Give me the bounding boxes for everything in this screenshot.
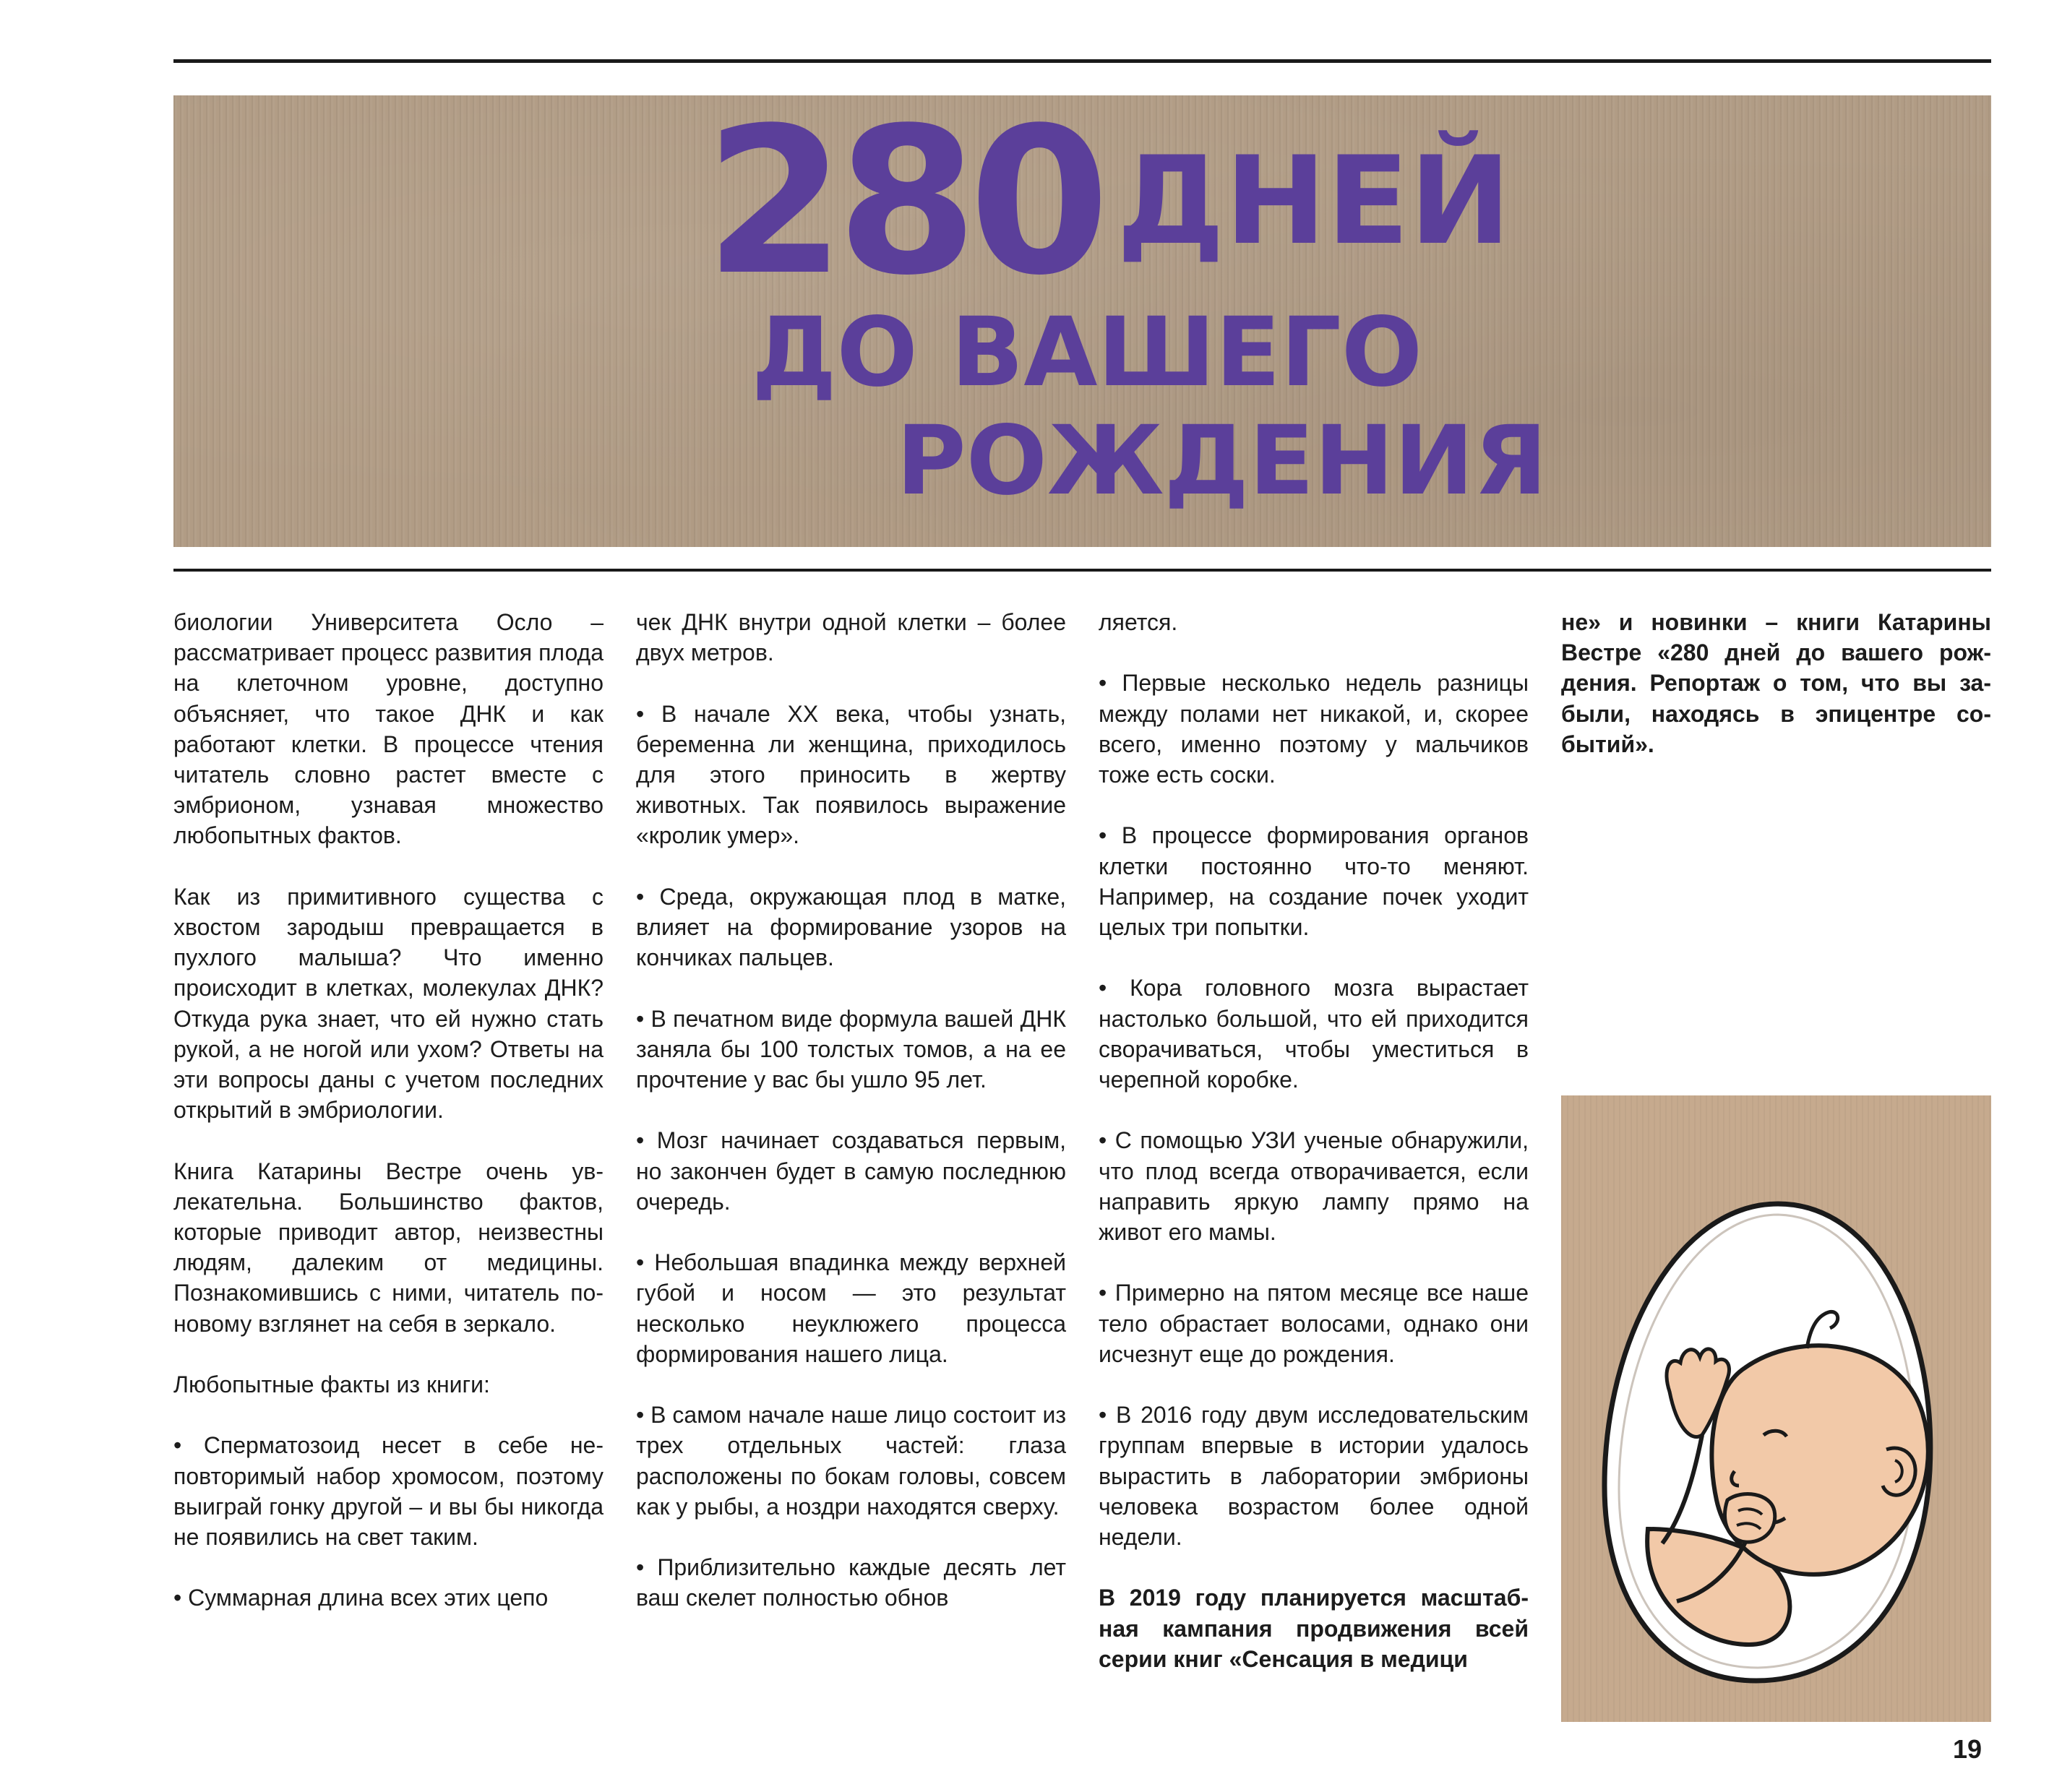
title-line-3: РОЖДЕНИЯ (896, 405, 1547, 517)
paragraph: Как из примитивного существа с хвостом зародыш превращается в пухлого малыша? Что именно происходит в клетках, молекулах ДНК? Откуда рука знает, что ей нужно стать рукой, а не ногой или ухом? Ответы на эти вопросы даны с учетом последних открытий в эмбриологии. (173, 883, 603, 1124)
text-column-4 (1561, 607, 1991, 759)
promo-paragraph-continued: не» и новинки – книги Катарины Вестре «280 дней до вашего рождения. Репортаж о том, что вы забыли, находясь в эпицентре событий». (1561, 609, 1991, 757)
fact-item: • Первые несколько недель разницы между полами нет никакой, и, скорее всего, именно поэтому у мальчиков тоже есть соски. (1099, 670, 1529, 788)
fact-item: • В самом начале наше лицо состоит из трех отдельных частей: глаза расположены по бокам головы, совсем как у рыбы, а ноздри находятся сверху. (636, 1402, 1066, 1520)
title-line-2: ДО ВАШЕГО (752, 297, 1423, 408)
title-word: ДНЕЙ (1117, 130, 1511, 272)
fact-item: • В печатном виде формула вашей ДНК заняла бы 100 толстых томов, а на ее прочтение у вас бы ушло 95 лет. (636, 1005, 1066, 1093)
promo-paragraph: В 2019 году планируется масштабная кампания продвижения всей серии книг «Сенсация в медици (1099, 1585, 1529, 1672)
banner-title (173, 95, 1991, 547)
fact-item: • В начале XX века, чтобы узнать, беременна ли женщина, приходилось для этого приносить в жертву животных. Так появилось выражение «кролик умер». (636, 700, 1066, 849)
fact-item: чек ДНК внутри одной клетки – более двух метров. (636, 609, 1066, 666)
fact-item: • Среда, окружающая плод в матке, влияет на формирование узоров на кончиках пальцев. (636, 883, 1066, 971)
title-banner (173, 95, 1991, 547)
fact-item: • Сперматозоид несет в себе неповторимый набор хромосом, поэтому выиграй гонку другой – и вы бы никогда не появились на свет таким. (173, 1432, 603, 1551)
fact-item: • В процессе формирования органов клетки постоянно что-то меняют. Например, на создание почек уходит целых три попытки. (1099, 822, 1529, 940)
text-column-1 (173, 607, 603, 1614)
fact-item: • Приблизительно каждые десять лет ваш скелет полностью обнов (636, 1554, 1066, 1611)
facts-heading: Любопытные факты из книги: (173, 1371, 490, 1398)
text-column-3 (1099, 607, 1529, 1674)
text-column-2 (636, 607, 1066, 1614)
fact-item: • С помощью УЗИ ученые обнаружили, что плод всегда отворачивается, если направить яркую лампу прямо на живот его мамы. (1099, 1127, 1529, 1245)
fact-item: • Кора головного мозга вырастает настолько большой, что ей приходится сворачиваться, чтобы уместиться в черепной коробке. (1099, 975, 1529, 1093)
fact-item: • Суммарная длина всех этих цепо (173, 1585, 549, 1611)
fact-item: ляется. (1099, 609, 1178, 635)
top-rule (173, 59, 1991, 63)
title-number: 280 (705, 95, 1101, 320)
page-number: 19 (1953, 1734, 1983, 1764)
middle-rule (173, 569, 1991, 572)
fact-item: • Небольшая впадинка между верхней губой и носом — это результат несколько неуклюжего процесса формирования нашего лица. (636, 1249, 1066, 1367)
fact-item: • Примерно на пятом месяце все наше тело обрастает волосами, однако они исчезнут еще до рождения. (1099, 1280, 1529, 1367)
paragraph: Книга Катарины Вестре очень увлекательна. Большинство фактов, которые приводит автор, неизвестны людям, далеким от медицины. Познакомившись с ними, читатель по-новому взглянет на себя в зеркало. (173, 1158, 603, 1337)
fact-item: • Мозг начинает создаваться первым, но закончен будет в самую последнюю очередь. (636, 1127, 1066, 1215)
baby-in-egg-icon (1561, 1095, 1991, 1722)
embryo-illustration (1561, 1095, 1991, 1722)
fact-item: • В 2016 году двум исследовательским группам впервые в истории удалось вырастить в лаборатории эмбрионы человека возрастом более одной недели. (1099, 1402, 1529, 1550)
paragraph: биологии Университета Осло – рассматривает процесс развития плода на клеточном уровне, доступно объясняет, что такое ДНК и как работают клетки. В процессе чтения читатель словно растет вместе с эмбрионом, узнавая множество любопытных фактов. (173, 609, 603, 849)
